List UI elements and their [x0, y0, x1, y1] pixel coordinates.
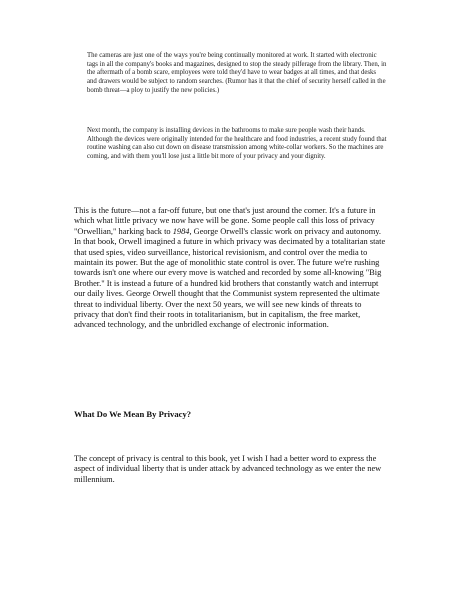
book-title-italic: 1984,	[172, 226, 192, 236]
body-paragraph-1-text-start: This is the future—not a far-off future, but one that's just around the corner. It's a future in which what little privacy we now have will be gone. Some people call this loss of privacy "Orwellian," harking back to	[74, 206, 376, 236]
quote-paragraph-1: The cameras are just one of the ways you're being continually monitored at work. It started with electronic tags in all the company's books and magazines, designed to stop the steady pilferage from the library. Then, in the aftermath of a bomb scare, employees were told they'd have to wear badges at all times, and that desks and drawers would be subject to random searches. (Rumor has it that the chief of security herself called in the bomb threat—a ploy to justify the new policies.)	[87, 52, 387, 94]
quote-paragraph-2: Next month, the company is installing devices in the bathrooms to make sure people wash their hands. Although the devices were originally intended for the healthcare and food industries, a recent study found that routine washing can also cut down on disease transmission among white-collar workers. So the machines are coming, and with them you'll lose just a little bit more of your privacy and your dignity.	[87, 127, 387, 161]
body-paragraph-1	[74, 206, 386, 331]
body-paragraph-1-text-end: George Orwell's classic work on privacy and autonomy. In that book, Orwell imagined a future in which privacy was decimated by a totalitarian state that used spies, video surveillance, historical revisionism, and control over the media to maintain its power. But the age of monolithic state control is over. The future we're rushing towards isn't one where our every move is watched and recorded by some all-knowing "Big Brother." It is instead a future of a hundred kid brothers that constantly watch and interrupt our daily lives. George Orwell thought that the Communist system represented the ultimate threat to individual liberty. Over the next 50 years, we will see new kinds of threats to privacy that don't find their roots in totalitarianism, but in capitalism, the free market, advanced technology, and the unbridled exchange of electronic information.	[74, 226, 386, 330]
section-heading: What Do We Mean By Privacy?	[74, 409, 192, 419]
body-paragraph-2: The concept of privacy is central to this book, yet I wish I had a better word to express the aspect of individual liberty that is under attack by advanced technology as we enter the new millennium.	[74, 454, 382, 484]
